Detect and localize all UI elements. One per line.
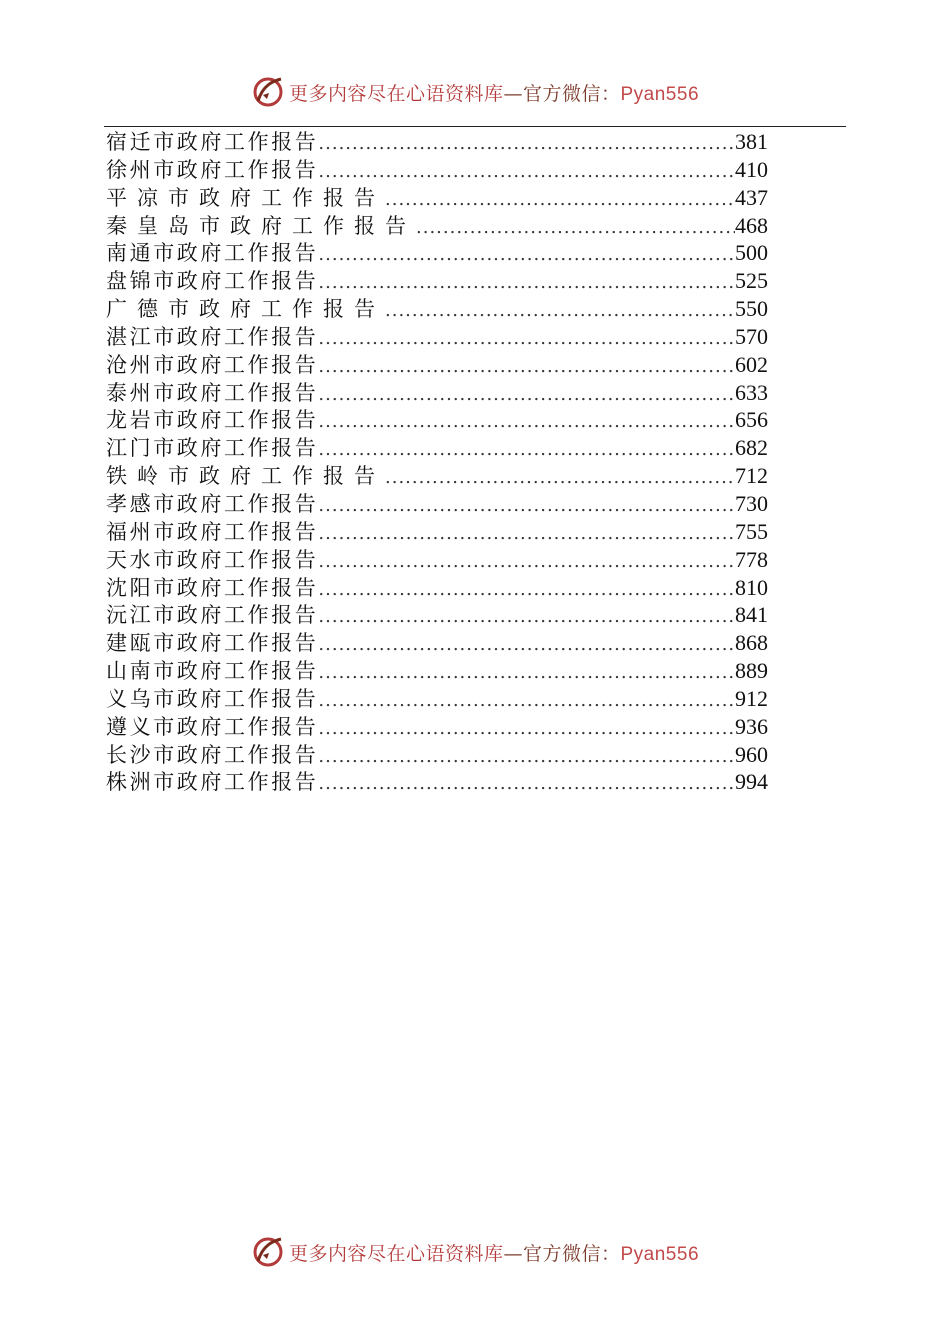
toc-entry[interactable] xyxy=(106,128,768,156)
toc-entry-title: 株洲市政府工作报告 xyxy=(106,770,319,795)
watermark-separator: — xyxy=(503,1242,523,1265)
toc-entry-leader xyxy=(318,130,735,158)
toc-entry-page: 468 xyxy=(735,212,768,238)
toc-entry-page: 841 xyxy=(735,602,768,628)
toc-entry[interactable] xyxy=(106,657,768,685)
toc-entry-leader xyxy=(385,464,735,492)
toc-entry-leader xyxy=(318,743,735,771)
toc-entry-leader xyxy=(318,158,735,186)
toc-entry-leader xyxy=(318,381,735,409)
toc-entry-title: 铁岭市政府工作报告 xyxy=(106,464,385,489)
toc-entry-page: 550 xyxy=(735,296,768,322)
toc-entry-leader xyxy=(318,241,735,269)
toc-entry-leader xyxy=(318,631,735,659)
toc-entry-title: 江门市政府工作报告 xyxy=(106,436,319,461)
toc-entry[interactable] xyxy=(106,239,768,267)
toc-entry[interactable] xyxy=(106,184,768,212)
toc-entry-title: 长沙市政府工作报告 xyxy=(106,742,319,767)
toc-entry-page: 410 xyxy=(735,156,768,182)
watermark-wechat-id: Pyan556 xyxy=(620,1243,700,1265)
toc-entry[interactable] xyxy=(106,323,768,351)
toc-entry[interactable] xyxy=(106,685,768,713)
toc-entry-leader xyxy=(416,214,735,242)
watermark-official: 官方微信： xyxy=(522,1242,621,1265)
toc-entry[interactable] xyxy=(106,295,768,323)
toc-entry-page: 633 xyxy=(735,379,768,405)
toc-entry[interactable] xyxy=(106,629,768,657)
table-of-contents xyxy=(106,128,768,796)
toc-entry-leader xyxy=(318,603,735,631)
toc-entry-title: 沅江市政府工作报告 xyxy=(106,603,319,628)
toc-entry-title: 南通市政府工作报告 xyxy=(106,241,319,266)
toc-entry-leader xyxy=(318,715,735,743)
toc-entry[interactable] xyxy=(106,462,768,490)
watermark-text xyxy=(289,1239,699,1266)
toc-entry-title: 福州市政府工作报告 xyxy=(106,519,319,544)
brand-logo-icon xyxy=(251,75,285,109)
toc-entry[interactable] xyxy=(106,768,768,796)
watermark-separator: — xyxy=(503,82,523,105)
toc-entry-leader xyxy=(318,436,735,464)
toc-entry-page: 437 xyxy=(735,184,768,210)
toc-entry-leader xyxy=(385,186,735,214)
header-watermark xyxy=(0,72,950,112)
watermark-cn: 更多内容尽在心语资料库 xyxy=(288,82,504,105)
toc-entry-page: 570 xyxy=(735,323,768,349)
watermark-wechat-id: Pyan556 xyxy=(620,83,700,105)
toc-entry-page: 810 xyxy=(735,574,768,600)
toc-entry-title: 盘锦市政府工作报告 xyxy=(106,269,319,294)
toc-entry-title: 平凉市政府工作报告 xyxy=(106,185,385,210)
toc-entry-title: 沧州市政府工作报告 xyxy=(106,352,319,377)
brand-logo-icon xyxy=(251,1235,285,1269)
toc-entry-page: 868 xyxy=(735,630,768,656)
toc-entry-title: 遵义市政府工作报告 xyxy=(106,714,319,739)
toc-entry-leader xyxy=(318,520,735,548)
toc-entry[interactable] xyxy=(106,574,768,602)
toc-entry-page: 712 xyxy=(735,463,768,489)
toc-entry[interactable] xyxy=(106,406,768,434)
watermark-text xyxy=(289,79,699,106)
toc-entry-leader xyxy=(318,269,735,297)
toc-entry-title: 湛江市政府工作报告 xyxy=(106,324,319,349)
toc-entry[interactable] xyxy=(106,741,768,769)
toc-entry-page: 730 xyxy=(735,490,768,516)
header-divider xyxy=(104,126,846,127)
toc-entry-page: 936 xyxy=(735,713,768,739)
toc-entry[interactable] xyxy=(106,518,768,546)
watermark-cn: 更多内容尽在心语资料库 xyxy=(288,1242,504,1265)
watermark-official: 官方微信： xyxy=(522,82,621,105)
toc-entry-page: 889 xyxy=(735,658,768,684)
toc-entry-page: 960 xyxy=(735,741,768,767)
toc-entry-leader xyxy=(385,297,735,325)
toc-entry[interactable] xyxy=(106,546,768,574)
toc-entry-leader xyxy=(318,770,735,798)
toc-entry-title: 孝感市政府工作报告 xyxy=(106,491,319,516)
toc-entry[interactable] xyxy=(106,713,768,741)
toc-entry-page: 912 xyxy=(735,685,768,711)
toc-entry-page: 381 xyxy=(735,129,768,154)
toc-entry-page: 755 xyxy=(735,518,768,544)
footer-watermark xyxy=(0,1232,950,1272)
toc-entry-leader xyxy=(318,408,735,436)
toc-entry-title: 徐州市政府工作报告 xyxy=(106,157,319,182)
toc-entry-title: 建瓯市政府工作报告 xyxy=(106,631,319,656)
toc-entry-leader xyxy=(318,325,735,353)
toc-entry[interactable] xyxy=(106,490,768,518)
toc-entry-title: 龙岩市政府工作报告 xyxy=(106,408,319,433)
toc-entry-leader xyxy=(318,548,735,576)
toc-entry[interactable] xyxy=(106,601,768,629)
toc-entry-leader xyxy=(318,687,735,715)
toc-entry[interactable] xyxy=(106,379,768,407)
toc-entry-page: 778 xyxy=(735,546,768,572)
toc-entry-page: 656 xyxy=(735,407,768,433)
toc-entry-page: 500 xyxy=(735,240,768,266)
toc-entry-title: 秦皇岛市政府工作报告 xyxy=(106,213,416,238)
toc-entry-title: 天水市政府工作报告 xyxy=(106,547,319,572)
toc-entry-title: 泰州市政府工作报告 xyxy=(106,380,319,405)
toc-entry-page: 525 xyxy=(735,268,768,294)
toc-entry-leader xyxy=(318,659,735,687)
toc-entry[interactable] xyxy=(106,267,768,295)
toc-entry[interactable] xyxy=(106,434,768,462)
toc-entry[interactable] xyxy=(106,212,768,240)
toc-entry-leader xyxy=(318,576,735,604)
toc-entry-title: 宿迁市政府工作报告 xyxy=(106,130,319,154)
toc-entry-page: 682 xyxy=(735,435,768,461)
toc-entry[interactable] xyxy=(106,156,768,184)
toc-entry-leader xyxy=(318,353,735,381)
toc-entry-leader xyxy=(318,492,735,520)
toc-entry-title: 沈阳市政府工作报告 xyxy=(106,575,319,600)
toc-entry[interactable] xyxy=(106,351,768,379)
toc-entry-title: 义乌市政府工作报告 xyxy=(106,686,319,711)
toc-entry-title: 山南市政府工作报告 xyxy=(106,659,319,684)
toc-entry-title: 广德市政府工作报告 xyxy=(106,297,385,322)
toc-entry-page: 994 xyxy=(735,769,768,795)
toc-entry-page: 602 xyxy=(735,351,768,377)
